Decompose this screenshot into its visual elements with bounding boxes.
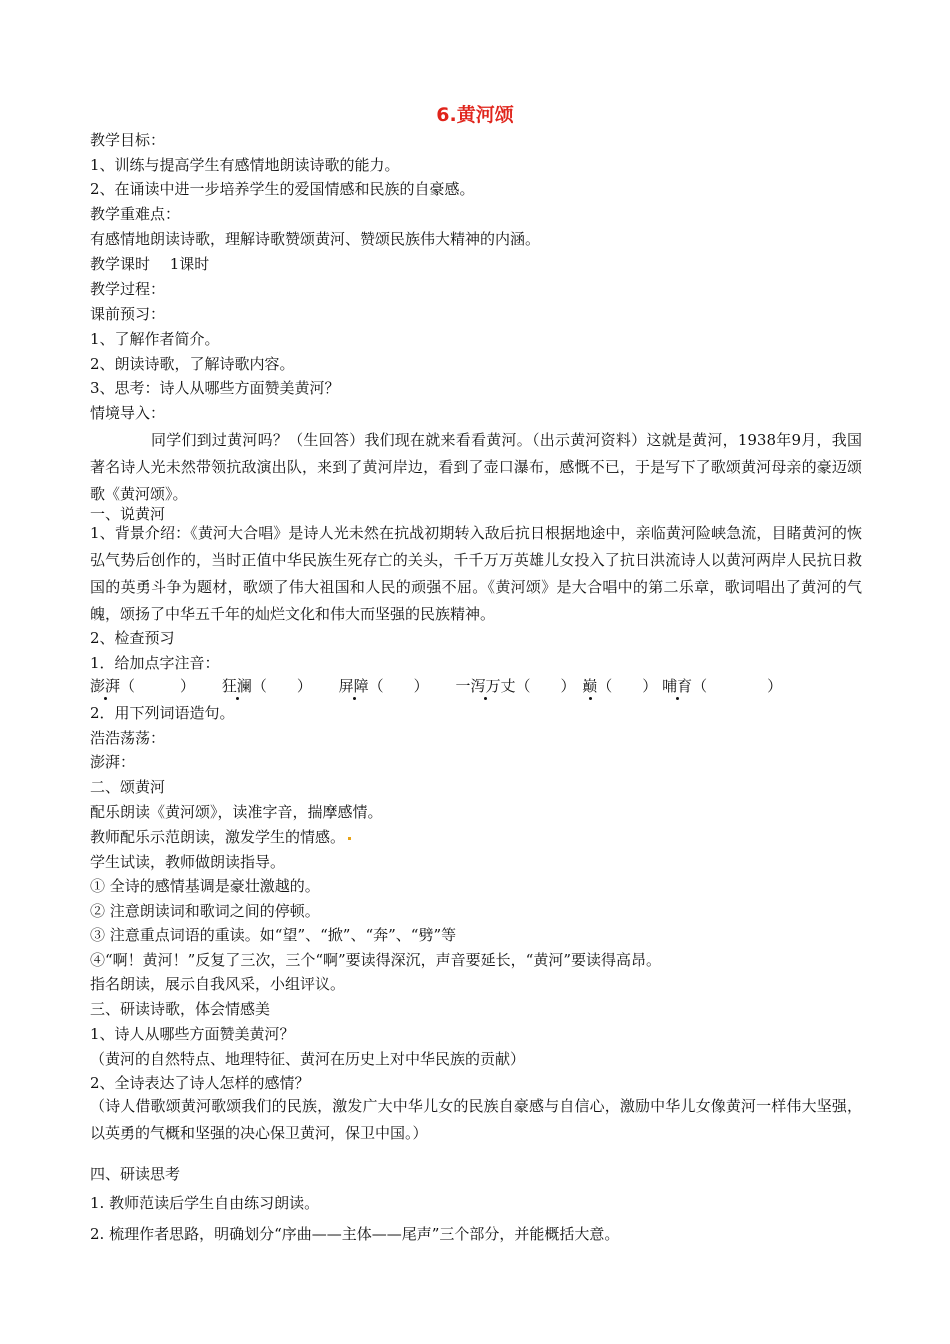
text-line: 2、在诵读中进一步培养学生的爱国情感和民族的自豪感。 bbox=[90, 180, 475, 198]
text-line: 1. 教师范读后学生自由练习朗读。 bbox=[90, 1194, 320, 1212]
text-line: 教学课时 1课时 bbox=[90, 255, 210, 273]
highlight-mark bbox=[348, 837, 351, 840]
text-line: 浩浩荡荡： bbox=[90, 729, 166, 747]
text-line: 2．用下列词语造句。 bbox=[90, 704, 235, 722]
section-heading: 四、研读思考 bbox=[90, 1165, 181, 1183]
text-line: 教学过程： bbox=[90, 280, 166, 298]
text-line: 2、朗读诗歌，了解诗歌内容。 bbox=[90, 355, 295, 373]
text-line: 1、诗人从哪些方面赞美黄河？ bbox=[90, 1025, 295, 1043]
answer-blank: （ ） bbox=[120, 677, 196, 695]
section-heading: 二、颂黄河 bbox=[90, 778, 166, 796]
text-line: ② 注意朗读词和歌词之间的停顿。 bbox=[90, 902, 320, 920]
text-line: ③ 注意重点词语的重读。如“望”、“掀”、“奔”、“劈”等 bbox=[90, 926, 457, 944]
exercise-word-text: 一泻万丈 bbox=[455, 677, 516, 695]
text-line: 1、了解作者简介。 bbox=[90, 330, 220, 348]
text-line: 有感情地朗读诗歌，理解诗歌赞颂黄河、赞颂民族伟大精神的内涵。 bbox=[90, 230, 541, 248]
text-line: ① 全诗的感情基调是豪壮激越的。 bbox=[90, 877, 320, 895]
text-line: 2、检查预习 bbox=[90, 629, 175, 647]
exercise-word-text: 狂澜 bbox=[221, 677, 252, 695]
exercise-word-text: 巅 bbox=[582, 677, 598, 695]
intro-paragraph: 同学们到过黄河吗？（生回答）我们现在就来看看黄河。（出示黄河资料）这就是黄河，1938年9月，我国著名诗人光未然带领抗敌演出队，来到了黄河岸边，看到了壶口瀑布，感慨不已，于是写下了歌颂黄河母亲的豪迈颂歌《黄河颂》。 bbox=[90, 431, 862, 503]
answer-blank: （ ） bbox=[368, 677, 429, 695]
text-line: 教学重难点： bbox=[90, 205, 181, 223]
text-line-content: 教师配乐示范朗读，激发学生的情感。 bbox=[90, 828, 346, 846]
exercise-word-text: 哺育 bbox=[662, 677, 693, 695]
section-heading: 一、说黄河 bbox=[90, 505, 166, 523]
text-line: 3、思考：诗人从哪些方面赞美黄河？ bbox=[90, 379, 340, 397]
text-line: 情境导入： bbox=[90, 404, 166, 422]
text-line: 2、全诗表达了诗人怎样的感情？ bbox=[90, 1074, 310, 1092]
exercise-word bbox=[90, 677, 120, 695]
text-line: ④“啊！黄河！”反复了三次，三个“啊”要读得深沉，声音要延长，“黄河”要读得高昂。 bbox=[90, 951, 662, 969]
text-line: 课前预习： bbox=[90, 305, 166, 323]
exercise-word-text: 屏障 bbox=[338, 677, 369, 695]
text-line: 澎湃： bbox=[90, 753, 136, 771]
text-line: 1．给加点字注音： bbox=[90, 654, 220, 672]
answer-blank: （ ） bbox=[251, 677, 312, 695]
exercise-word bbox=[339, 677, 369, 695]
document-title: 6.黄河颂 bbox=[436, 104, 514, 126]
answer-paragraph: （诗人借歌颂黄河歌颂我们的民族，激发广大中华儿女的民族自豪感与自信心，激励中华儿女像黄河一样伟大坚强，以英勇的气概和坚强的决心保卫黄河，保卫中国。） bbox=[90, 1097, 862, 1142]
answer-blank: （ ） bbox=[515, 677, 576, 695]
background-paragraph: 1、背景介绍：《黄河大合唱》是诗人光未然在抗战初期转入敌后抗日根据地途中，亲临黄河险峡急流，目睹黄河的恢弘气势后创作的，当时正值中华民族生死存亡的关头，千千万万英雄儿女投入了抗日洪流诗人以黄河两岸人民抗日救国的英勇斗争为题材，歌颂了伟大祖国和人民的顽强不屈。《黄河颂》是大合唱中的第二乐章，歌词唱出了黄河的气魄，颂扬了中华五千年的灿烂文化和伟大而坚强的民族精神。 bbox=[90, 524, 862, 623]
exercise-word bbox=[455, 677, 515, 695]
answer-blank: （ ） bbox=[597, 677, 658, 695]
text-line: 学生试读，教师做朗读指导。 bbox=[90, 853, 286, 871]
text-line: 1、训练与提高学生有感情地朗读诗歌的能力。 bbox=[90, 156, 400, 174]
text-line: 教学目标： bbox=[90, 131, 166, 149]
text-line: （黄河的自然特点、地理特征、黄河在历史上对中华民族的贡献） bbox=[90, 1050, 526, 1068]
exercise-word bbox=[662, 677, 692, 695]
exercise-word bbox=[582, 677, 597, 695]
answer-blank: （ ） bbox=[692, 677, 783, 695]
section-heading: 三、研读诗歌，体会情感美 bbox=[90, 1000, 271, 1018]
text-line: 指名朗读，展示自我风采，小组评议。 bbox=[90, 975, 346, 993]
exercise-word-text: 澎湃 bbox=[90, 677, 121, 695]
text-line: 配乐朗读《黄河颂》，读准字音，揣摩感情。 bbox=[90, 803, 383, 821]
exercise-word bbox=[222, 677, 252, 695]
text-line bbox=[90, 827, 351, 847]
text-line: 2. 梳理作者思路，明确划分“序曲——主体——尾声”三个部分，并能概括大意。 bbox=[90, 1225, 620, 1243]
pinyin-exercise-line bbox=[90, 676, 782, 696]
